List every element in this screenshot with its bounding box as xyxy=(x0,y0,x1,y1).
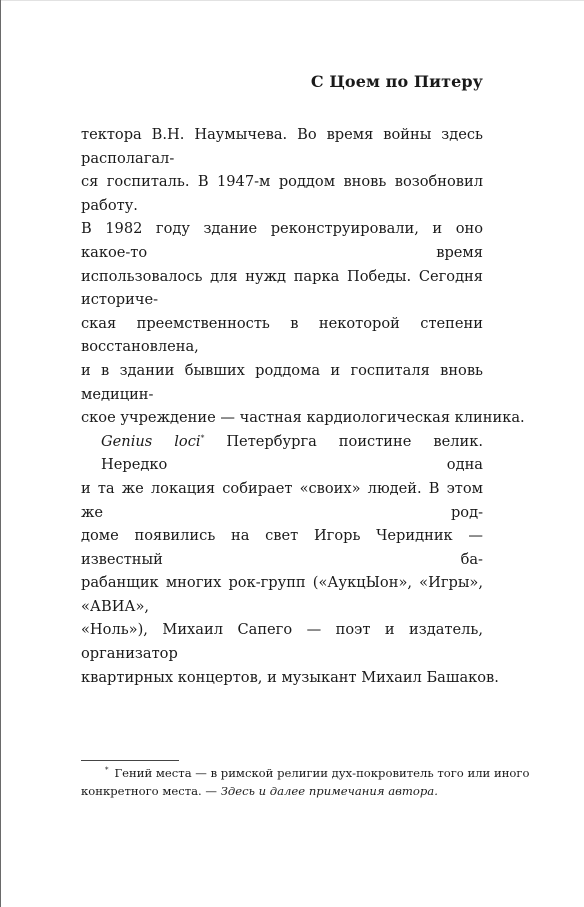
text-line-12: «Ноль»), Михаил Сапего — поэт и издатель, организатор xyxy=(81,621,483,663)
footnote-line-2 xyxy=(81,782,486,800)
text-line-8: Петербурга поистине велик. Нередко одна xyxy=(101,432,484,474)
page-left-edge xyxy=(0,0,1,907)
footnote-line-1 xyxy=(81,764,530,782)
main-text xyxy=(81,123,525,689)
latin-phrase: Genius loci xyxy=(101,432,201,450)
text-line-5: ская преемственность в некоторой степени восстановлена, xyxy=(81,314,483,356)
footnote-reference: * xyxy=(200,432,205,442)
footnote-divider xyxy=(81,760,179,761)
text-line-1: тектора В.Н. Наумычева. Во время войны здесь располагал- xyxy=(81,126,483,167)
footnote xyxy=(81,764,530,800)
text-line-4: использовалось для нужд парка Победы. Сегодня историче- xyxy=(81,267,483,309)
footnote-text-1: Гений места — в римской религии дух-покровитель того или иного xyxy=(114,766,530,780)
text-line-6: и в здании бывших роддома и госпиталя вновь медицин- xyxy=(81,361,483,403)
text-line-13: квартирных концертов, и музыкант Михаил Башаков. xyxy=(81,668,499,686)
page-top-edge xyxy=(0,0,584,1)
text-line-9: и та же локация собирает «своих» людей. В этом же род- xyxy=(81,479,483,521)
footnote-mark: * xyxy=(105,766,109,775)
running-head: С Цоем по Питеру xyxy=(310,72,483,91)
text-line-11: рабанщик многих рок-групп («АукцЫон», «Игры», «АВИА», xyxy=(81,574,483,615)
text-line-3: В 1982 году здание реконструировали, и оно какое-то время xyxy=(81,220,483,261)
text-line-2: ся госпиталь. В 1947-м роддом вновь возобновил работу. xyxy=(81,173,483,214)
text-line-7: ское учреждение — частная кардиологическая клиника. xyxy=(81,409,525,427)
paragraph-2-first-line xyxy=(81,430,483,477)
footnote-text-2: конкретного места. — xyxy=(81,784,221,799)
footnote-author-note: Здесь и далее примечания автора. xyxy=(220,784,438,799)
text-line-10: доме появились на свет Игорь Черидник — известный ба- xyxy=(81,527,483,568)
